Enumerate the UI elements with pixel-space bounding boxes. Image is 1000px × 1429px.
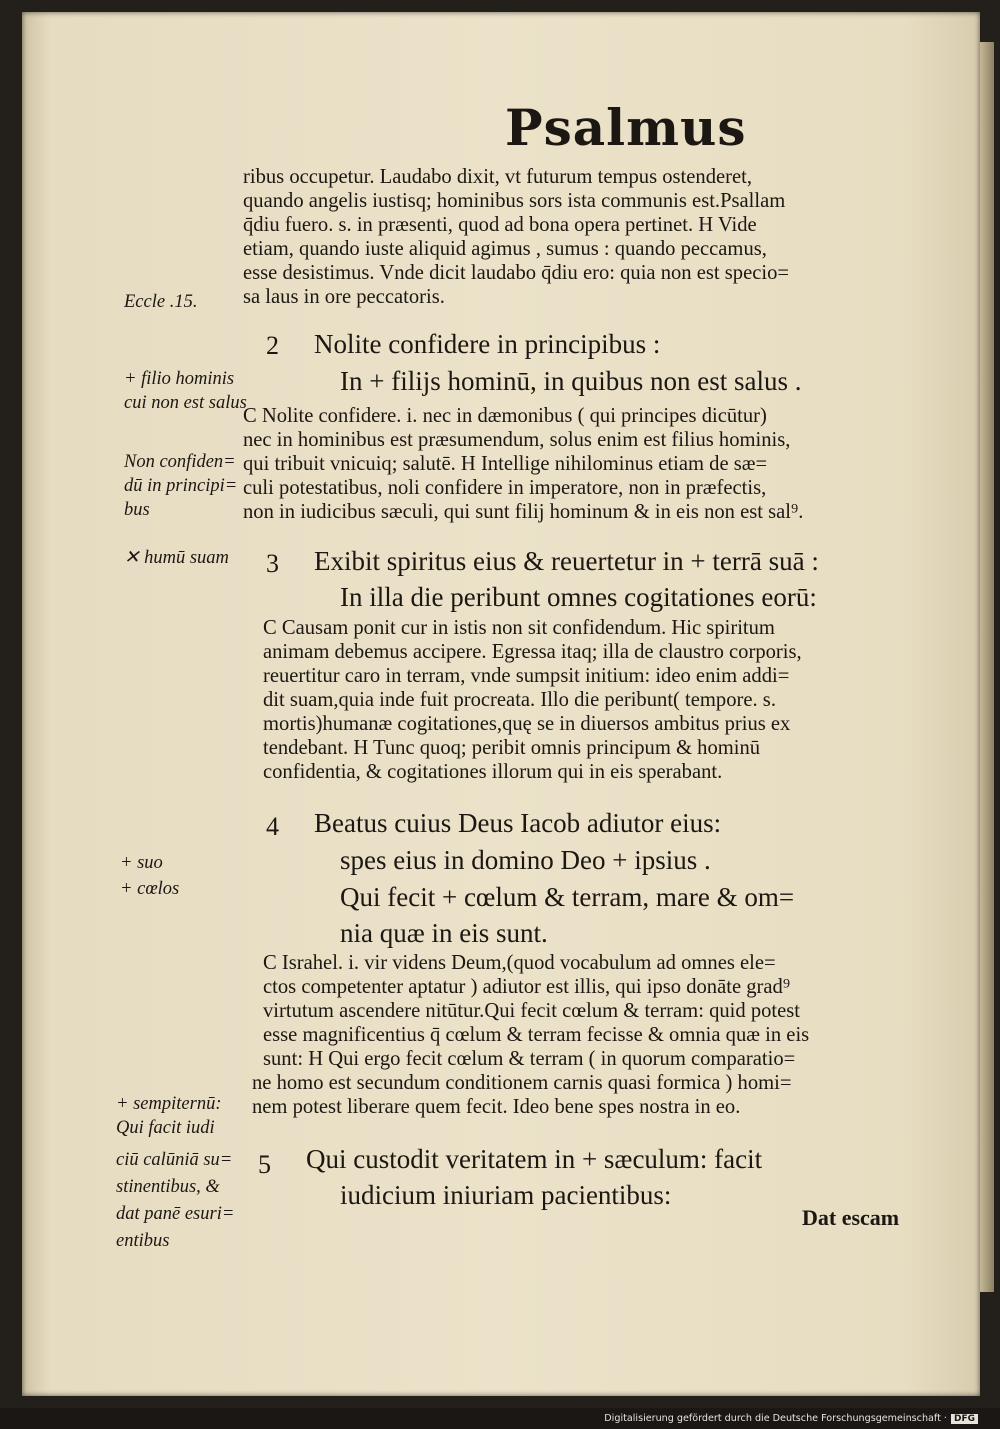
commentary-line: ctos competenter aptatur ) adiutor est illis, qui ipso donāte grad⁹	[263, 976, 791, 998]
commentary-line: non in iudicibus sæculi, qui sunt filij hominum & in eis non est sal⁹.	[243, 501, 804, 523]
commentary-line: nem potest liberare quem fecit. Ideo bene spes nostra in eo.	[252, 1096, 741, 1118]
credit-text: Digitalisierung gefördert durch die Deutsche Forschungsgemeinschaft ·	[604, 1413, 947, 1424]
verse-line: spes eius in domino Deo + ipsius .	[340, 845, 711, 875]
commentary-line: culi potestatibus, noli confidere in imperatore, non in præfectis,	[243, 477, 767, 499]
commentary-line: q̄diu fuero. s. in præsenti, quod ad bona opera pertinet. H Vide	[243, 214, 757, 236]
margin-note: dat panē esuri=	[116, 1204, 235, 1224]
margin-note: Non confiden=	[124, 452, 236, 472]
commentary-line: C Nolite confidere. i. nec in dæmonibus ( qui principes dicūtur)	[243, 405, 767, 427]
verse-line: nia quæ in eis sunt.	[340, 918, 548, 948]
commentary-line: C Causam ponit cur in istis non sit confidendum. Hic spiritum	[263, 617, 775, 639]
verse-line: iudicium iniuriam pacientibus:	[340, 1180, 672, 1210]
verse-line: Beatus cuius Deus Iacob adiutor eius:	[314, 808, 722, 838]
commentary-line: mortis)humanæ cogitationes,quę se in diuersos ambitus prius ex	[263, 713, 791, 735]
margin-note: + sempiternū:	[116, 1094, 222, 1114]
margin-note: + suo	[120, 853, 163, 873]
margin-note: stinentibus, &	[116, 1177, 220, 1197]
verse-line: Qui fecit + cœlum & terram, mare & om=	[340, 882, 795, 912]
commentary-line: confidentia, & cogitationes illorum qui in eis sperabant.	[263, 761, 723, 783]
verse-line: Qui custodit veritatem in + sæculum: facit	[306, 1144, 763, 1174]
catchword: Dat escam	[802, 1205, 900, 1230]
margin-note: Eccle .15.	[124, 292, 198, 312]
commentary-line: dit suam,quia inde fuit procreata. Illo die peribunt( tempore. s.	[263, 689, 776, 711]
dfg-logo: DFG	[951, 1414, 978, 1424]
commentary-line: etiam, quando iuste aliquid agimus , sumus : quando peccamus,	[243, 238, 767, 260]
margin-note: ✕ humū suam	[124, 548, 229, 568]
verse-line: In + filijs hominū, in quibus non est salus .	[340, 366, 802, 396]
commentary-line: esse magnificentius q̄ cœlum & terram fecisse & omnia quæ in eis	[263, 1024, 810, 1046]
margin-note: dū in principi=	[124, 476, 238, 496]
running-title: Psalmus	[505, 98, 747, 157]
commentary-line: sunt: H Qui ergo fecit cœlum & terram ( in quorum comparatio=	[263, 1048, 796, 1070]
page-edge	[980, 42, 994, 1292]
commentary-line: virtutum ascendere nitūtur.Qui fecit cœlum & terram: quid potest	[263, 1000, 801, 1022]
margin-note: + cœlos	[120, 879, 180, 899]
verse-number: 4	[266, 812, 279, 841]
margin-note: cui non est salus	[124, 393, 247, 413]
margin-note: + filio hominis	[124, 369, 235, 389]
verse-line: In illa die peribunt omnes cogitationes eorū:	[340, 582, 817, 612]
commentary-line: ne homo est secundum conditionem carnis quasi formica ) homi=	[252, 1072, 792, 1094]
verse-number: 2	[266, 331, 279, 360]
commentary-line: esse desistimus. Vnde dicit laudabo q̄diu ero: quia non est specio=	[243, 262, 790, 284]
verse-line: Nolite confidere in principibus :	[314, 329, 661, 359]
commentary-line: ribus occupetur. Laudabo dixit, vt futurum tempus ostenderet,	[243, 166, 753, 188]
commentary-line: quando angelis iustisq; hominibus sors ista communis est.Psallam	[243, 190, 786, 212]
commentary-line: reuertitur caro in terram, vnde sumpsit initium: ideo enim addi=	[263, 665, 790, 687]
verse-number: 3	[266, 549, 279, 578]
commentary-line: C Israhel. i. vir videns Deum,(quod vocabulum ad omnes ele=	[263, 952, 776, 974]
margin-note: bus	[124, 500, 150, 520]
commentary-line: tendebant. H Tunc quoq; peribit omnis principum & hominū	[263, 737, 761, 759]
commentary-line: sa laus in ore peccatoris.	[243, 286, 445, 308]
margin-note: Qui facit iudi	[116, 1118, 215, 1138]
digitization-credit	[604, 1413, 978, 1424]
commentary-line: qui tribuit vnicuiq; salutē. H Intellige nihilominus etiam de sæ=	[243, 453, 768, 475]
commentary-line: animam debemus accipere. Egressa itaq; illa de claustro corporis,	[263, 641, 802, 663]
margin-note: ciū calūniā su=	[116, 1150, 233, 1170]
margin-note: entibus	[116, 1231, 170, 1251]
verse-line: Exibit spiritus eius & reuertetur in + terrā suā :	[314, 546, 819, 576]
commentary-line: nec in hominibus est præsumendum, solus enim est filius hominis,	[243, 429, 791, 451]
verse-number: 5	[258, 1150, 271, 1179]
